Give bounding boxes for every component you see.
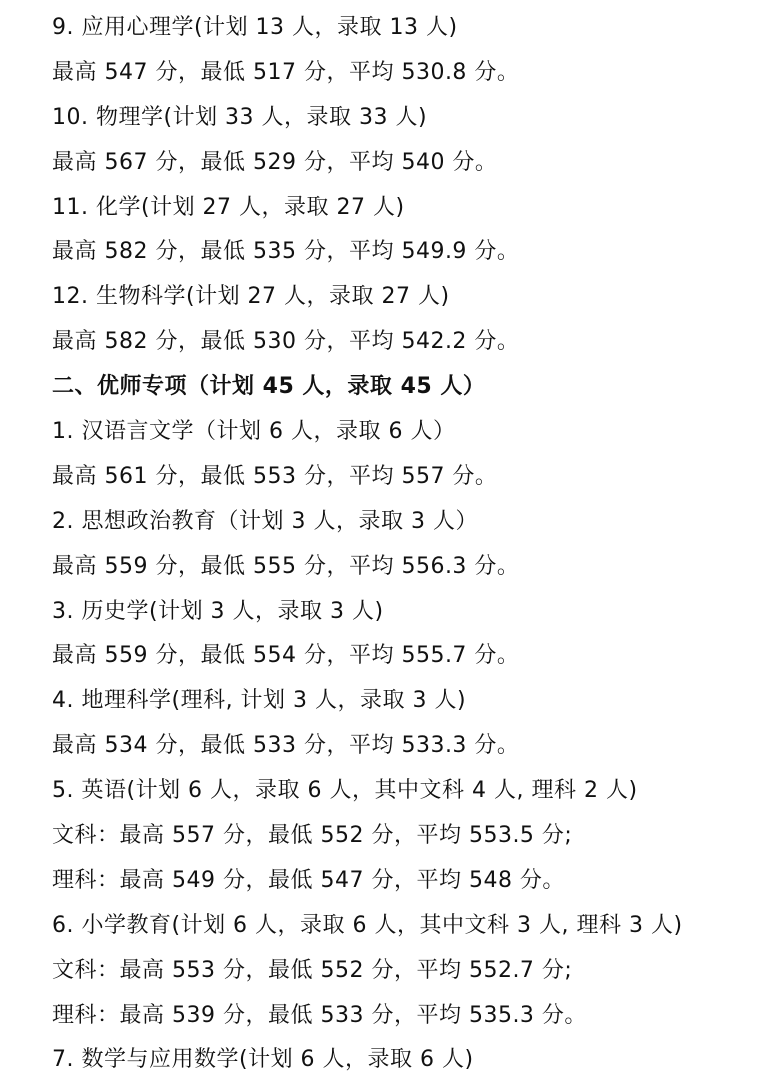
text-line: 10. 物理学(计划 33 人，录取 33 人) xyxy=(52,104,428,130)
text-line: 3. 历史学(计划 3 人，录取 3 人) xyxy=(52,598,384,624)
text-line: 11. 化学(计划 27 人，录取 27 人) xyxy=(52,194,405,220)
text-line: 5. 英语(计划 6 人，录取 6 人，其中文科 4 人, 理科 2 人) xyxy=(52,778,638,804)
text-line: 最高 582 分，最低 530 分，平均 542.2 分。 xyxy=(52,329,520,355)
text-line: 6. 小学教育(计划 6 人，录取 6 人，其中文科 3 人, 理科 3 人) xyxy=(52,912,683,938)
text-line: 1. 汉语言文学（计划 6 人，录取 6 人） xyxy=(52,419,456,445)
text-line: 最高 534 分，最低 533 分，平均 533.3 分。 xyxy=(52,733,520,759)
text-line: 理科：最高 549 分，最低 547 分，平均 548 分。 xyxy=(52,867,565,893)
text-line: 文科：最高 553 分，最低 552 分，平均 552.7 分; xyxy=(52,957,573,983)
text-line: 文科：最高 557 分，最低 552 分，平均 553.5 分; xyxy=(52,823,573,849)
text-line: 最高 559 分，最低 555 分，平均 556.3 分。 xyxy=(52,553,520,579)
text-line: 最高 561 分，最低 553 分，平均 557 分。 xyxy=(52,463,498,489)
text-line: 7. 数学与应用数学(计划 6 人，录取 6 人) xyxy=(52,1047,474,1073)
text-line: 9. 应用心理学(计划 13 人，录取 13 人) xyxy=(52,15,458,40)
text-line: 最高 567 分，最低 529 分，平均 540 分。 xyxy=(52,149,498,175)
text-line: 4. 地理科学(理科, 计划 3 人，录取 3 人) xyxy=(52,688,467,714)
text-line: 最高 547 分，最低 517 分，平均 530.8 分。 xyxy=(52,59,520,85)
text-line: 理科：最高 539 分，最低 533 分，平均 535.3 分。 xyxy=(52,1002,587,1028)
document-body xyxy=(52,6,777,1083)
text-line: 最高 582 分，最低 535 分，平均 549.9 分。 xyxy=(52,239,520,265)
text-line: 2. 思想政治教育（计划 3 人，录取 3 人） xyxy=(52,508,478,534)
text-line: 最高 559 分，最低 554 分，平均 555.7 分。 xyxy=(52,643,520,669)
text-line: 12. 生物科学(计划 27 人，录取 27 人) xyxy=(52,284,450,310)
section-heading: 二、优师专项（计划 45 人，录取 45 人） xyxy=(52,374,486,400)
